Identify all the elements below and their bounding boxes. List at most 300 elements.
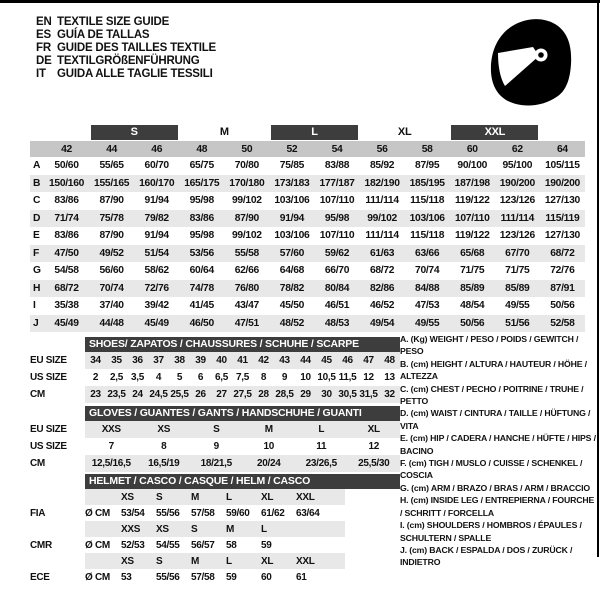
helmet-cell: 52/53	[121, 539, 145, 551]
section-cell: 10	[300, 372, 311, 383]
size-cell: 64/68	[279, 265, 305, 277]
legend-item: G. (cm) ARM / BRAZO / BRAS / ARM / BRACCIO	[400, 482, 590, 493]
size-row-label: C	[33, 195, 41, 207]
size-cell: 83/88	[324, 160, 350, 172]
section-cell: 5	[176, 372, 183, 383]
size-cell: 74/78	[189, 282, 214, 294]
size-cell: 190/200	[499, 177, 535, 189]
language-row	[36, 16, 216, 29]
size-cell: 83/86	[54, 195, 79, 207]
size-cell: 83/86	[54, 230, 79, 242]
section-row-data	[85, 369, 400, 386]
section-cell: 13	[384, 372, 395, 383]
size-cell: 87/90	[99, 195, 124, 207]
helmet-title-bar: HELMET / CASCO / CASQUE / HELM / CASCO	[85, 474, 400, 489]
size-cell: 105/115	[545, 160, 580, 172]
size-cell: 85/92	[369, 160, 395, 172]
section-cell: L	[318, 424, 325, 435]
helmet-cell: 57/58	[191, 507, 215, 519]
language-code: EN	[36, 16, 52, 28]
section-cell: 12,5/16,5	[91, 458, 131, 469]
size-cell: 44/48	[99, 317, 124, 329]
legend-item: C. (cm) CHEST / PECHO / POITRINE / TRUHE / PETTO	[400, 383, 584, 407]
size-cell: 123/126	[499, 230, 535, 242]
size-cell: 111/114	[365, 230, 399, 242]
helmet-cell: 59	[226, 571, 237, 583]
section-cell: 23,5	[107, 389, 126, 400]
section-row-label: EU SIZE	[30, 424, 67, 435]
section-cell: 44	[300, 355, 311, 366]
size-cell: 50/60	[54, 160, 79, 172]
language-row	[36, 42, 216, 55]
section-cell: 42	[258, 355, 269, 366]
size-cell: 63/66	[415, 247, 440, 259]
section-cell: 2,5	[109, 372, 123, 383]
size-cell: 95/98	[324, 212, 350, 224]
section-cell: 27	[216, 389, 227, 400]
section-cell: 12	[363, 372, 374, 383]
size-column-header: 44	[106, 143, 118, 155]
section-cell: 30	[321, 389, 332, 400]
size-cell: 51/54	[144, 247, 169, 259]
section-cell: 10,5	[317, 372, 336, 383]
size-cell: 53/56	[189, 247, 214, 259]
helmet-size-header: S	[156, 491, 163, 503]
legend-item: J. (cm) BACK / ESPALDA / DOS / ZURÜCK / INDIETRO	[400, 544, 573, 568]
section-row-data	[85, 386, 400, 403]
section-cell: 25,5	[170, 389, 189, 400]
size-group-spacer	[30, 125, 89, 140]
size-cell: 62/66	[234, 265, 259, 277]
section-cell: 34	[90, 355, 101, 366]
language-title-list	[36, 16, 216, 81]
section-cell: XS	[157, 424, 171, 435]
size-cell: 66/70	[324, 265, 350, 277]
size-row	[30, 245, 585, 263]
section-cell: 4	[155, 372, 162, 383]
size-column-header: 64	[556, 143, 568, 155]
size-cell: 45/49	[144, 317, 169, 329]
helmet-value-row	[30, 569, 585, 585]
section-cell: 37	[153, 355, 164, 366]
size-cell: 48/54	[460, 300, 485, 312]
size-group-row	[30, 125, 585, 140]
section-cell: 3,5	[130, 372, 144, 383]
size-cell: 43/47	[234, 300, 259, 312]
helmet-standard-label: ECE	[30, 571, 50, 583]
size-cell: 82/86	[369, 282, 395, 294]
legend-item: E. (cm) HIP / CADERA / HANCHE / HÜFTE / HIPS / BACINO	[400, 433, 596, 456]
section-cell: 35	[111, 355, 122, 366]
size-group-l: L	[271, 125, 358, 140]
size-cell: 91/94	[144, 230, 169, 242]
section-cell: 45	[321, 355, 332, 366]
helmet-size-header: L	[226, 555, 232, 567]
size-cell: 48/52	[279, 317, 305, 329]
size-cell: 99/102	[232, 230, 262, 242]
size-column-header: 54	[331, 143, 343, 155]
section-cell: M	[264, 424, 273, 435]
size-row-label: I	[33, 300, 36, 312]
size-cell: 45/50	[279, 300, 305, 312]
helmet-cell: 55/56	[156, 507, 180, 519]
section-cell: 41	[237, 355, 248, 366]
helmet-value-row-data	[85, 569, 345, 585]
size-column-header: 56	[376, 143, 388, 155]
section-cell: 11,5	[338, 372, 357, 383]
size-cell: 75/85	[279, 160, 305, 172]
size-cell: 80/84	[324, 282, 350, 294]
size-row	[30, 175, 585, 193]
size-row	[30, 227, 585, 245]
size-row-label: H	[33, 282, 41, 294]
helmet-cell: 54/55	[156, 539, 180, 551]
section-row-label: EU SIZE	[30, 355, 67, 366]
helmet-unit-label: Ø CM	[85, 571, 110, 583]
size-cell: 56/60	[99, 265, 124, 277]
size-cell: 51/56	[505, 317, 530, 329]
size-cell: 87/91	[550, 282, 575, 294]
size-column-header: 62	[511, 143, 523, 155]
section-cell: 26	[195, 389, 206, 400]
size-cell: 83/86	[189, 212, 214, 224]
size-cell: 49/55	[415, 317, 440, 329]
size-cell: 46/50	[189, 317, 214, 329]
helmet-icon	[488, 16, 572, 108]
section-row-data	[85, 421, 400, 438]
size-cell: 99/102	[367, 212, 397, 224]
section-cell: 9	[281, 372, 288, 383]
size-cell: 160/170	[139, 177, 175, 189]
size-cell: 68/72	[369, 265, 395, 277]
section-cell: 20/24	[256, 458, 281, 469]
section-cell: 6	[197, 372, 204, 383]
top-border-line	[0, 0, 600, 3]
size-row-label: J	[33, 317, 39, 329]
size-column-header: 42	[61, 143, 72, 155]
helmet-size-row-data	[85, 553, 345, 569]
size-cell: 127/130	[544, 195, 580, 207]
size-cell: 150/160	[48, 177, 85, 189]
shoes-title-bar: SHOES/ ZAPATOS / CHAUSSURES / SCHUHE / SCARPE	[85, 337, 400, 352]
size-group-m: M	[219, 126, 229, 138]
size-row	[30, 262, 585, 280]
size-row-label: D	[33, 212, 41, 224]
helmet-cell: 57/58	[191, 571, 215, 583]
size-cell: 35/38	[54, 300, 79, 312]
section-cell: 8	[161, 441, 167, 452]
helmet-size-header: XXL	[296, 491, 315, 503]
size-cell: 72/76	[550, 265, 575, 277]
helmet-standard-label: CMR	[30, 539, 52, 551]
section-cell: 24	[132, 389, 143, 400]
measurement-legend	[400, 333, 597, 569]
section-cell: 25,5/30	[358, 458, 390, 469]
size-row-label: B	[33, 177, 41, 189]
size-row	[30, 280, 585, 298]
helmet-cell: 59/60	[226, 507, 250, 519]
size-cell: 68/72	[54, 282, 79, 294]
section-cell: 23/26,5	[305, 458, 337, 469]
helmet-size-header: L	[226, 491, 232, 503]
section-cell: 9	[213, 441, 219, 452]
helmet-size-row-data	[85, 521, 345, 537]
section-cell: 31,5	[359, 389, 378, 400]
size-cell: 45/49	[54, 317, 79, 329]
helmet-size-header: L	[261, 523, 267, 535]
size-cell: 111/114	[500, 212, 535, 224]
size-cell: 46/52	[369, 300, 395, 312]
size-cell: 60/64	[189, 265, 214, 277]
helmet-cell: 60	[261, 571, 272, 583]
size-cell: 75/78	[99, 212, 124, 224]
language-code: ES	[36, 28, 51, 41]
size-cell: 119/122	[454, 230, 490, 242]
size-cell: 103/106	[409, 212, 445, 224]
size-cell: 70/74	[415, 265, 440, 277]
size-cell: 90/100	[457, 160, 488, 172]
size-cell: 49/54	[369, 317, 395, 329]
section-cell: 39	[195, 355, 206, 366]
legend-item: H. (cm) INSIDE LEG / ENTREPIERNA / FOURCHE / SCHRITT / FORCELLA	[400, 495, 595, 518]
size-cell: 155/165	[94, 177, 130, 189]
size-cell: 41/45	[189, 300, 214, 312]
size-cell: 165/175	[184, 177, 220, 189]
section-cell: 38	[174, 355, 185, 366]
size-cell: 119/122	[454, 195, 490, 207]
size-cell: 91/94	[279, 212, 305, 224]
size-cell: 76/80	[234, 282, 259, 294]
section-cell: 10	[263, 441, 275, 452]
helmet-cell: 61	[296, 571, 307, 583]
helmet-size-header: XXL	[296, 555, 315, 567]
section-cell: 12	[368, 441, 380, 452]
section-cell: 2	[92, 372, 99, 383]
language-code: IT	[36, 67, 46, 80]
helmet-size-header: XS	[121, 491, 134, 503]
helmet-size-header: XXS	[121, 523, 141, 535]
size-cell: 182/190	[364, 177, 400, 189]
section-row-data	[85, 438, 400, 455]
size-cell: 50/56	[460, 317, 485, 329]
size-group-xxl: XXL	[451, 125, 538, 140]
size-cell: 55/65	[99, 160, 124, 172]
size-cell: 48/53	[324, 317, 350, 329]
size-cell: 107/110	[319, 195, 355, 207]
size-row-label: A	[33, 160, 41, 172]
size-row	[30, 157, 585, 175]
legend-item: F. (cm) TIGH / MUSLO / CUISSE / SCHENKEL / COSCIA	[400, 458, 583, 481]
size-row-label: E	[33, 230, 40, 242]
legend-item: B. (cm) HEIGHT / ALTURA / HAUTEUR / HÖHE / ALTEZZA	[400, 358, 587, 382]
size-cell: 87/90	[99, 230, 124, 242]
helmet-cell: 59	[261, 539, 272, 551]
helmet-standard-label: FIA	[30, 507, 46, 519]
size-column-header: 48	[196, 143, 208, 155]
section-cell: 18/21,5	[200, 458, 232, 469]
language-row	[36, 29, 216, 42]
section-cell: 47	[363, 355, 374, 366]
helmet-size-header: XS	[156, 523, 169, 535]
size-cell: 95/100	[502, 160, 533, 172]
helmet-size-header: M	[191, 555, 200, 567]
size-cell: 70/74	[99, 282, 124, 294]
size-cell: 72/76	[144, 282, 169, 294]
size-cell: 50/56	[550, 300, 575, 312]
language-title: TEXTILGRÖßENFÜHRUNG	[57, 54, 200, 67]
size-cell: 60/70	[144, 160, 169, 172]
size-cell: 187/198	[454, 177, 490, 189]
size-cell: 87/90	[234, 212, 259, 224]
size-column-header-row	[30, 141, 585, 157]
language-row	[36, 68, 216, 81]
section-row-label: CM	[30, 458, 45, 469]
size-column-header: 46	[151, 143, 163, 155]
section-row-label: CM	[30, 389, 45, 400]
language-code: FR	[36, 41, 51, 54]
section-cell: 23	[90, 389, 101, 400]
helmet-size-header: XL	[261, 555, 274, 567]
size-cell: 103/106	[274, 195, 310, 207]
size-cell: 54/58	[54, 265, 79, 277]
section-cell: 8	[260, 372, 267, 383]
helmet-size-row-data	[85, 489, 345, 505]
section-cell: 28	[258, 389, 269, 400]
section-cell: 48	[384, 355, 395, 366]
size-cell: 107/110	[319, 230, 355, 242]
helmet-cell: 56/57	[191, 539, 215, 551]
language-title: GUIDA ALLE TAGLIE TESSILI	[57, 67, 213, 80]
size-cell: 127/130	[544, 230, 580, 242]
size-cell: 115/118	[410, 230, 445, 242]
size-cell: 170/180	[229, 177, 265, 189]
size-cell: 95/98	[189, 230, 214, 242]
section-cell: 40	[216, 355, 227, 366]
helmet-size-header: M	[226, 523, 235, 535]
size-column-header: 58	[421, 143, 433, 155]
size-cell: 111/114	[365, 195, 399, 207]
size-cell: 123/126	[499, 195, 535, 207]
size-row	[30, 210, 585, 228]
size-cell: 49/55	[505, 300, 530, 312]
size-group-s: S	[91, 125, 178, 140]
language-title: TEXTILE SIZE GUIDE	[57, 16, 170, 28]
size-cell: 55/58	[234, 247, 259, 259]
size-cell: 71/75	[505, 265, 530, 277]
section-cell: XL	[367, 424, 380, 435]
section-cell: S	[213, 424, 220, 435]
section-row-label: US SIZE	[30, 372, 67, 383]
size-column-header: 52	[286, 143, 298, 155]
size-table-body	[30, 157, 585, 332]
size-cell: 85/89	[505, 282, 530, 294]
size-cell: 95/98	[189, 195, 214, 207]
gloves-title-bar: GLOVES / GUANTES / GANTS / HANDSCHUHE / GUANTI	[85, 406, 400, 421]
helmet-cell: 61/62	[261, 507, 285, 519]
section-cell: 11	[316, 441, 327, 452]
section-cell: 7,5	[235, 372, 249, 383]
legend-item: A. (Kg) WEIGHT / PESO / POIDS / GEWITCH / PESO	[400, 334, 579, 357]
size-cell: 47/50	[54, 247, 79, 259]
size-cell: 91/94	[144, 195, 169, 207]
right-border-line	[597, 0, 599, 557]
helmet-value-row-data	[85, 537, 345, 553]
section-cell: 27,5	[233, 389, 252, 400]
size-cell: 52/58	[550, 317, 575, 329]
helmet-size-header: XS	[121, 555, 134, 567]
size-cell: 58/62	[144, 265, 169, 277]
size-cell: 115/118	[410, 195, 445, 207]
helmet-size-header: S	[156, 555, 163, 567]
size-cell: 47/51	[234, 317, 259, 329]
section-cell: 46	[342, 355, 353, 366]
size-cell: 61/63	[369, 247, 395, 259]
size-cell: 78/82	[279, 282, 305, 294]
language-row	[36, 55, 216, 68]
legend-item: D. (cm) WAIST / CINTURA / TAILLE / HÜFTUNG / VITA	[400, 408, 591, 431]
section-cell: 29	[300, 389, 311, 400]
size-cell: 70/80	[234, 160, 259, 172]
helmet-cell: 58	[226, 539, 237, 551]
language-title: GUIDE DES TAILLES TEXTILE	[57, 41, 216, 54]
size-cell: 39/42	[144, 300, 169, 312]
section-cell: 6,5	[214, 372, 228, 383]
size-cell: 71/74	[54, 212, 79, 224]
size-row	[30, 315, 585, 333]
helmet-value-row-data	[85, 505, 345, 521]
size-group-xl: XL	[397, 126, 412, 138]
helmet-cell: 63/64	[296, 507, 320, 519]
section-cell: 24,5	[149, 389, 168, 400]
size-cell: 67/70	[505, 247, 530, 259]
size-cell: 65/68	[460, 247, 485, 259]
size-cell: 87/95	[415, 160, 440, 172]
helmet-size-header: M	[191, 491, 200, 503]
size-cell: 107/110	[454, 212, 490, 224]
size-cell: 65/75	[189, 160, 214, 172]
size-column-header: 60	[466, 143, 478, 155]
helmet-size-header: XL	[261, 491, 274, 503]
size-row-label: G	[33, 265, 41, 277]
helmet-cell: 55/56	[156, 571, 180, 583]
size-cell: 59/62	[324, 247, 350, 259]
size-cell: 177/187	[319, 177, 355, 189]
size-cell: 185/195	[409, 177, 445, 189]
size-column-header: 50	[241, 143, 253, 155]
section-cell: 32	[384, 389, 395, 400]
section-cell: XXS	[101, 424, 121, 435]
size-cell: 57/60	[279, 247, 305, 259]
size-cell: 79/82	[144, 212, 169, 224]
size-cell: 37/40	[99, 300, 124, 312]
size-cell: 47/53	[415, 300, 440, 312]
size-cell: 71/75	[460, 265, 485, 277]
size-cell: 85/89	[460, 282, 485, 294]
section-row-data	[85, 352, 400, 369]
helmet-size-header: S	[191, 523, 198, 535]
section-cell: 43	[279, 355, 290, 366]
size-cell: 46/51	[324, 300, 350, 312]
size-row	[30, 192, 585, 210]
size-cell: 68/72	[550, 247, 575, 259]
section-cell: 16,5/19	[148, 458, 180, 469]
size-cell: 99/102	[232, 195, 262, 207]
textile-size-table	[30, 125, 585, 332]
size-cell: 190/200	[544, 177, 580, 189]
size-cell: 115/119	[545, 212, 580, 224]
size-cell: 103/106	[274, 230, 310, 242]
size-cell: 49/52	[99, 247, 124, 259]
